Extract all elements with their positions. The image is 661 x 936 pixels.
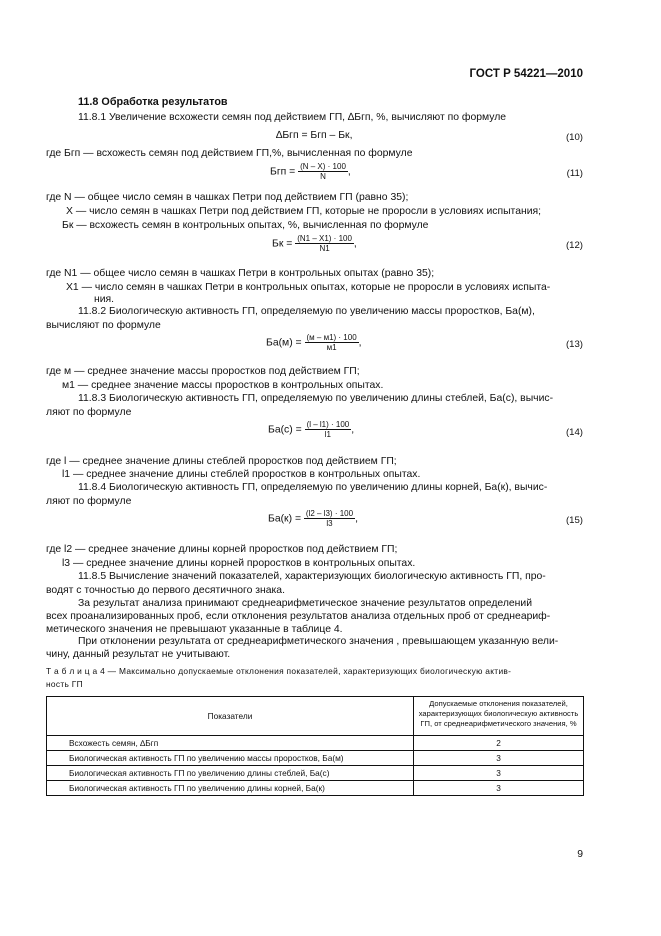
paragraph-11-8-5-line2: водят с точностью до первого десятичного знака. <box>46 585 285 596</box>
paragraph-11-8-5-line1: 11.8.5 Вычисление значений показателей, характеризующих биологическую активность ГП, про- <box>78 571 546 582</box>
formula-14-numerator: (l – l1) · 100 <box>306 420 350 429</box>
formula-14 <box>268 420 354 439</box>
formula-11 <box>270 162 351 181</box>
formula-11-denominator: N <box>320 172 326 182</box>
equation-number-11: (11) <box>566 168 583 179</box>
table-row-value: 3 <box>414 751 584 766</box>
formula-14-lhs: Ба(с) = <box>268 424 302 436</box>
where-clause-14-line1: где l — среднее значение длины стеблей проростков под действием ГП; <box>46 456 397 467</box>
paragraph-11-8-3-line1: 11.8.3 Биологическую активность ГП, определяемую по увеличению длины стеблей, Ба(с), вычис- <box>78 393 554 404</box>
where-clause-11-line2: X — число семян в чашках Петри под действием ГП, которые не проросли в условиях испытания; <box>66 206 542 217</box>
table-row <box>47 736 584 751</box>
formula-11-tail: , <box>347 166 351 178</box>
formula-12-lhs: Бк = <box>272 238 293 250</box>
formula-12-tail: , <box>353 238 357 250</box>
table-header-deviation: Допускаемые отклонения показателей, характеризующих биологическую активность ГП, от среднеарифметического значения, % <box>414 697 584 736</box>
equation-number-14: (14) <box>565 427 583 438</box>
where-clause-11-line1: где N — общее число семян в чашках Петри под действием ГП (равно 35); <box>46 192 409 203</box>
formula-15-denominator: l3 <box>326 519 333 529</box>
table-row <box>47 766 584 781</box>
formula-15-lhs: Ба(к) = <box>268 513 302 525</box>
table-row-value: 3 <box>414 766 584 781</box>
formula-11-lhs: Бгп = <box>270 166 296 178</box>
where-clause-12-line1: где N1 — общее число семян в чашках Петри в контрольных опытах (равно 35); <box>46 268 435 279</box>
formula-15-tail: , <box>355 513 358 525</box>
where-clause-12-line2: X1 — число семян в чашках Петри в контрольных опытах, которые не проросли в условиях испыта- <box>66 282 551 293</box>
equation-number-10: (10) <box>565 132 583 143</box>
table-row-value: 3 <box>414 781 584 796</box>
formula-15-fraction <box>304 509 355 528</box>
formula-13-numerator: (м – м1) · 100 <box>306 333 357 342</box>
document-header: ГОСТ Р 54221—2010 <box>469 68 583 80</box>
where-clause-15-line2: l3 — среднее значение длины корней проростков в контрольных опытах. <box>62 558 416 569</box>
paragraph-11-8-4-line2: ляют по формуле <box>46 496 132 507</box>
table-caption-line2: ность ГП <box>46 679 83 689</box>
table-caption-line1: Т а б л и ц а 4 — Максимально допускаемые отклонения показателей, характеризующих биологическую актив- <box>46 666 512 676</box>
table-row-label: Биологическая активность ГП по увеличению длины стеблей, Ба(с) <box>47 766 414 781</box>
equation-number-15: (15) <box>565 515 583 526</box>
formula-13-lhs: Ба(м) = <box>266 337 302 349</box>
formula-14-tail: , <box>351 424 355 436</box>
formula-15 <box>268 509 358 528</box>
where-clause-13-line2: м1 — среднее значение массы проростков в контрольных опытах. <box>62 380 384 391</box>
formula-12-fraction <box>295 234 354 253</box>
formula-14-denominator: l1 <box>324 430 332 440</box>
paragraph-11-8-1: 11.8.1 Увеличение всхожести семян под действием ГП, ∆Бгп, %, вычисляют по формуле <box>78 112 507 123</box>
formula-11-fraction <box>298 162 348 181</box>
paragraph-result-line3: метического значения не превышают указанные в таблице 4. <box>46 624 343 635</box>
formula-13-denominator: м1 <box>326 343 337 353</box>
table-row-label: Биологическая активность ГП по увеличению длины корней, Ба(к) <box>47 781 414 796</box>
formula-13-tail: , <box>358 337 362 349</box>
formula-12-denominator: N1 <box>319 244 330 254</box>
formula-14-fraction <box>305 420 355 440</box>
table-row-label: Биологическая активность ГП по увеличению массы проростков, Ба(м) <box>47 751 414 766</box>
paragraph-deviation-line2: чину, данный результат не учитывают. <box>46 649 231 660</box>
formula-10: ∆Бгп = Бгп – Бк, <box>276 130 353 141</box>
paragraph-11-8-2-line1: 11.8.2 Биологическую активность ГП, определяемую по увеличению массы проростков, Ба(м), <box>78 306 535 317</box>
table-row-label: Всхожесть семян, ∆Бгп <box>47 736 414 751</box>
where-clause-12-line3: ния. <box>94 294 115 305</box>
table-row-value: 2 <box>414 736 584 751</box>
where-clause-14-line2: l1 — среднее значение длины стеблей проростков в контрольных опытах. <box>62 469 421 480</box>
paragraph-11-8-3-line2: ляют по формуле <box>46 407 132 418</box>
where-clause-15-line1: где l2 — среднее значение длины корней проростков под действием ГП; <box>46 544 398 555</box>
where-clause-10: где Бгп — всхожесть семян под действием ГП,%, вычисленная по формуле <box>46 148 413 159</box>
table-row <box>47 751 584 766</box>
deviation-table <box>46 696 584 796</box>
formula-11-numerator: (N – X) · 100 <box>300 162 346 171</box>
page-number: 9 <box>577 849 583 860</box>
equation-number-12: (12) <box>565 240 583 251</box>
paragraph-result-line1: За результат анализа принимают среднеарифметическое значение результатов определений <box>78 598 533 609</box>
paragraph-11-8-2-line2: вычисляют по формуле <box>46 320 161 331</box>
table-header-row <box>47 697 584 736</box>
paragraph-result-line2: всех проанализированных проб, если отклонения результатов анализа отдельных проб от среднеариф- <box>46 611 551 622</box>
formula-15-numerator: (l2 – l3) · 100 <box>305 509 354 518</box>
formula-12 <box>272 234 357 253</box>
table-header-indicators: Показатели <box>47 697 414 736</box>
formula-13-fraction <box>305 333 359 352</box>
paragraph-11-8-4-line1: 11.8.4 Биологическую активность ГП, определяемую по увеличению длины корней, Ба(к), вычис- <box>78 482 548 493</box>
section-title: 11.8 Обработка результатов <box>78 96 228 108</box>
paragraph-deviation-line1: При отклонении результата от среднеарифметического значения , превышающем указанную вели- <box>78 636 559 647</box>
formula-13 <box>266 333 362 352</box>
where-clause-11-line3: Бк — всхожесть семян в контрольных опытах, %, вычисленная по формуле <box>62 220 429 231</box>
table-row <box>47 781 584 796</box>
formula-12-numerator: (N1 – X1) · 100 <box>297 234 352 243</box>
where-clause-13-line1: где м — среднее значение массы проростков под действием ГП; <box>46 366 360 377</box>
equation-number-13: (13) <box>565 339 583 350</box>
